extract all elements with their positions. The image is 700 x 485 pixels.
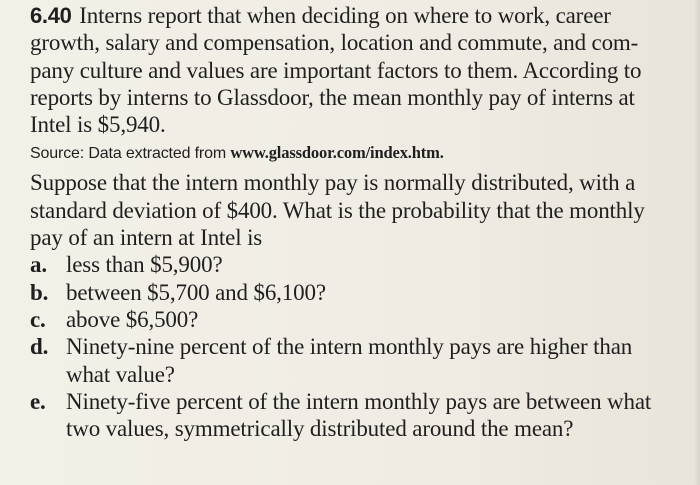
- part-item-c: [30, 306, 670, 333]
- part-label: b.: [30, 279, 49, 305]
- part-label: a.: [30, 252, 47, 278]
- part-label: c.: [30, 306, 46, 332]
- part-label: d.: [30, 334, 49, 360]
- part-item-d: [30, 333, 670, 388]
- part-text: less than $5,900?: [66, 252, 223, 278]
- part-item-a: [30, 251, 670, 278]
- part-item-e: [30, 388, 670, 443]
- source-label: Source: Data extracted from: [30, 145, 227, 163]
- part-text: between $5,700 and $6,100?: [66, 279, 326, 305]
- part-text: above $6,500?: [66, 306, 199, 332]
- problem-intro-paragraph: [30, 2, 670, 138]
- part-text: Ninety-five percent of the intern monthly pays are between what two values, symmetrically distributed around the mean?: [66, 388, 652, 442]
- part-text: Ninety-nine percent of the intern monthly pays are higher than what value?: [66, 334, 633, 387]
- part-item-b: [30, 279, 670, 306]
- source-citation: [30, 141, 682, 165]
- part-label: e.: [30, 388, 46, 414]
- page-edge-shadow: [694, 0, 700, 485]
- source-url: www.glassdoor.com/index.htm.: [230, 143, 444, 163]
- problem-parts-list: [30, 251, 670, 442]
- problem-question: Suppose that the intern monthly pay is normally distributed, with a standard deviation of $400. What is the probability that the monthly pay of an intern at Intel is: [30, 170, 645, 251]
- problem-intro-text: Interns report that when deciding on where to work, career growth, salary and compensation, location and commute, and com-pany culture and values are important factors to them. According to reports by interns to Glassdoor, the mean monthly pay of interns at Intel is $5,940.: [30, 3, 642, 138]
- problem-number: 6.40: [30, 3, 72, 28]
